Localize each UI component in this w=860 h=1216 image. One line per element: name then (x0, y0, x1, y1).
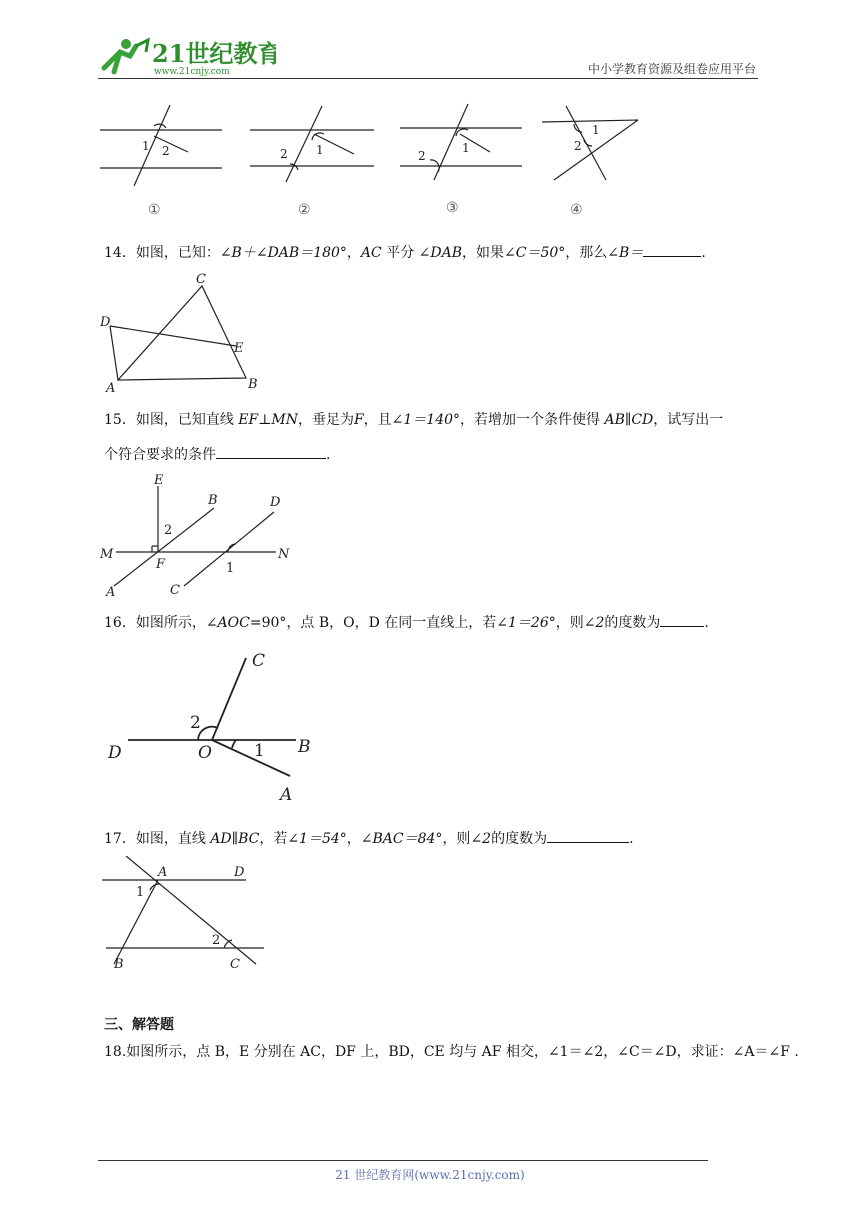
q15-label-B: B (208, 493, 218, 508)
q15-label-C: C (170, 583, 180, 598)
q17-label-D: D (234, 865, 245, 880)
question-16: 16．如图所示，∠AOC=90°，点 B，O，D 在同一直线上，若∠1＝26°，则∠2的度数为 . (104, 612, 709, 633)
platform-title: 中小学教育资源及组卷应用平台 (587, 62, 756, 76)
q16-angle-1: 1 (254, 741, 265, 761)
q17-label-A: A (158, 865, 168, 880)
q16-label-B: B (298, 737, 311, 757)
q14-label-A: A (106, 381, 116, 396)
q15-figure (96, 472, 306, 602)
q15-label-N: N (278, 547, 290, 562)
fig-label-2: ② (298, 202, 311, 218)
fig4-angle-1: 1 (592, 123, 600, 137)
q16-figure (100, 646, 330, 806)
fig2-angle-1: 1 (316, 143, 324, 157)
section-heading: 三、解答题 (104, 1017, 174, 1033)
question-17: 17．如图，直线 AD∥BC，若∠1＝54°，∠BAC＝84°，则∠2的度数为 . (104, 828, 634, 849)
q15-angle-2: 2 (164, 523, 173, 538)
logo-text: 21世纪教育 (152, 39, 276, 68)
fig2-angle-2: 2 (280, 147, 288, 161)
q16-label-D: D (108, 743, 122, 763)
q16-label-A: A (280, 785, 293, 805)
top-figures (96, 100, 656, 220)
answer-blank-14[interactable] (643, 242, 701, 257)
question-14: 14．如图，已知：∠B＋∠DAB＝180°，AC 平分 ∠DAB，如果∠C＝50°，那么∠B＝ . (104, 242, 706, 263)
q17-figure (96, 856, 276, 974)
footer-divider (98, 1160, 708, 1161)
footer-text: 21 世纪教育网(www.21cnjy.com) (335, 1168, 525, 1182)
q16-label-O: O (198, 743, 212, 763)
question-18: 18.如图所示，点 B，E 分别在 AC，DF 上，BD，CE 均与 AF 相交，∠1＝∠2，∠C＝∠D，求证：∠A＝∠F . (104, 1044, 799, 1060)
q15-angle-1: 1 (226, 561, 235, 576)
q15-label-M: M (100, 547, 114, 562)
question-15-line2: 个符合要求的条件 . (104, 444, 330, 465)
q16-angle-2: 2 (190, 713, 201, 733)
q17-label-C: C (230, 957, 240, 972)
answer-blank-17[interactable] (547, 828, 629, 843)
site-logo (96, 32, 276, 78)
q14-label-C: C (196, 272, 206, 287)
q14-label-E: E (234, 341, 244, 356)
q17-label-B: B (114, 957, 124, 972)
q14-label-D: D (100, 315, 111, 330)
fig-label-3: ③ (446, 200, 459, 216)
runner-logo-icon (96, 32, 276, 78)
q14-label-B: B (248, 377, 258, 392)
answer-blank-16[interactable] (660, 612, 704, 627)
fig4-angle-2: 2 (574, 139, 582, 153)
q15-label-D: D (270, 495, 281, 510)
q15-label-F: F (156, 557, 166, 572)
fig-label-4: ④ (570, 202, 583, 218)
q15-label-A: A (106, 585, 116, 600)
logo-url: www.21cnjy.com (154, 67, 230, 77)
fig1-angle-2: 2 (162, 144, 170, 158)
q14-figure (96, 270, 266, 396)
header-divider (98, 78, 758, 79)
q17-angle-2: 2 (212, 933, 221, 948)
answer-blank-15[interactable] (216, 444, 326, 459)
q15-label-E: E (154, 473, 164, 488)
question-15-line1: 15．如图，已知直线 EF⊥MN，垂足为F，且∠1＝140°，若增加一个条件使得 AB∥CD，试写出一 (104, 412, 724, 428)
q16-label-C: C (252, 651, 266, 671)
fig-label-1: ① (148, 202, 161, 218)
fig3-angle-1: 1 (462, 141, 470, 155)
fig3-angle-2: 2 (418, 149, 426, 163)
fig1-angle-1: 1 (142, 139, 150, 153)
q17-angle-1: 1 (136, 885, 145, 900)
